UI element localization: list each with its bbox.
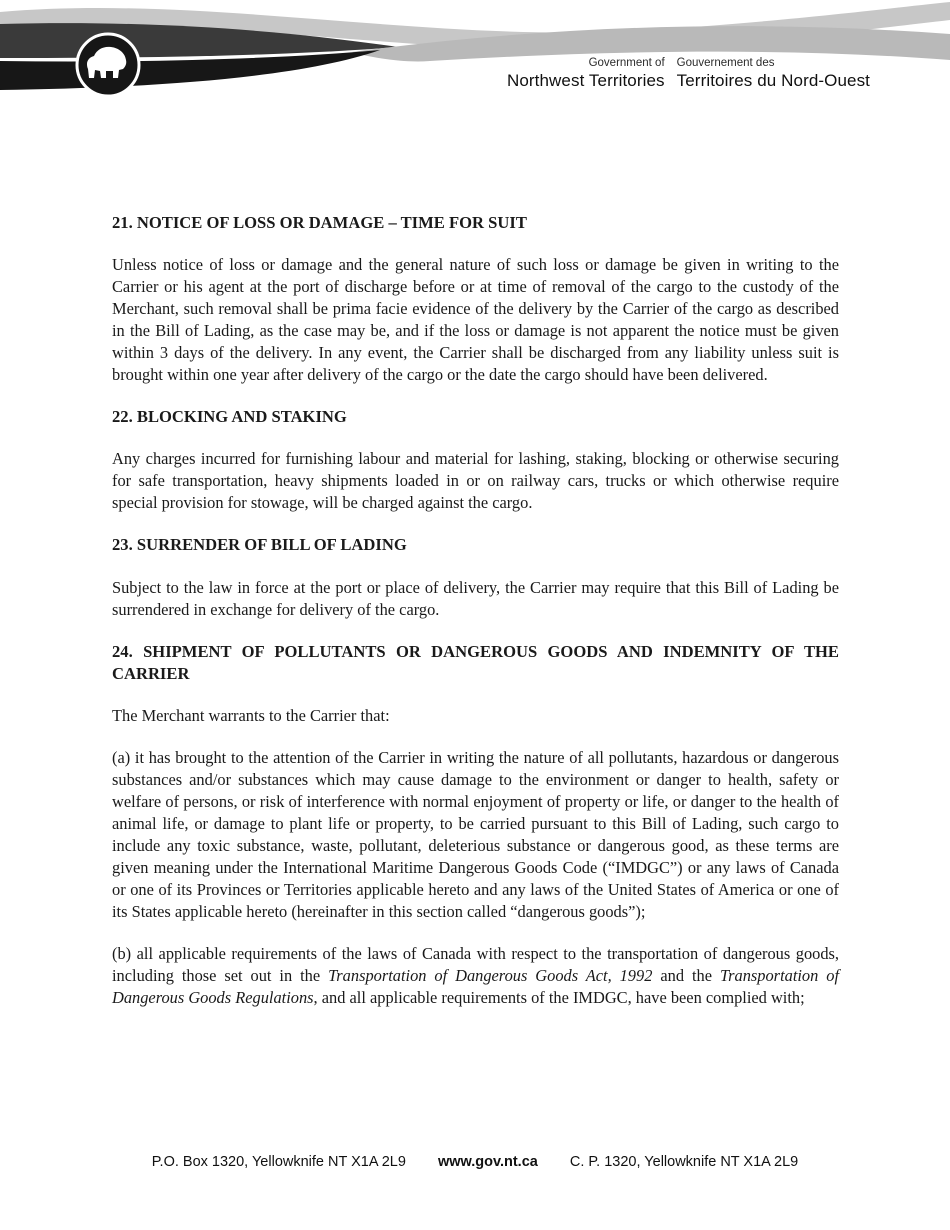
section-24-heading: 24. SHIPMENT OF POLLUTANTS OR DANGEROUS GOODS AND INDEMNITY OF THE CARRIER [112,641,839,683]
wordmark-en-line2: Northwest Territories [506,71,665,90]
document-header [0,0,950,120]
wordmark-en-line1: Government of [588,57,665,69]
paragraph-b-segment: and the [652,965,720,985]
section-24-paragraph-a: (a) it has brought to the attention of the Carrier in writing the nature of all pollutants, hazardous or dangerous substances and/or substances which may cause damage to the environment or danger to health, safety or welfare of persons, or risk of interference with normal enjoyment of property or life, or danger to the health of animal life, or damage to plant life or property, to be carried pursuant to this Bill of Lading, such cargo to include any toxic substance, waste, pollutant, deleterious substance or dangerous good, as these terms are given meaning under the International Maritime Dangerous Goods Code (“IMDGC”) or any laws of Canada or one of its Provinces or Territories applicable hereto and any laws of the United States of America or one of its States applicable hereto (hereinafter in this section called “dangerous goods”); [112,747,839,921]
wordmark-fr-line2: Territoires du Nord-Ouest [676,71,870,90]
footer-mailing-address-fr: C. P. 1320, Yellowknife NT X1A 2L9 [569,1154,799,1170]
section-22-paragraph: Any charges incurred for furnishing labour and material for lashing, staking, blocking or otherwise securing for safe transportation, heavy shipments loaded in or on railway cars, trucks or which otherwise require special provision for stowage, will be charged against the cargo. [112,449,839,513]
document-footer [0,1154,950,1170]
government-wordmark [507,57,870,91]
paragraph-b-segment: (b) all applicable requirements of the laws of Canada with respect to the transportation of dangerous goods, including those set out in the [112,943,839,985]
section-23-paragraph: Subject to the law in force at the port or place of delivery, the Carrier may require that this Bill of Lading be surrendered in exchange for delivery of the cargo. [112,577,839,619]
section-24-intro-paragraph: The Merchant warrants to the Carrier that: [112,706,390,725]
wordmark-french [677,57,870,91]
section-24-paragraph-b [112,943,839,1009]
section-22-heading: 22. BLOCKING AND STAKING [112,407,347,427]
section-23-heading: 23. SURRENDER OF BILL OF LADING [112,535,407,555]
section-21-heading: 21. NOTICE OF LOSS OR DAMAGE – TIME FOR SUIT [112,213,527,232]
nwt-polar-bear-logo [77,34,139,96]
paragraph-b-regulations-title: Transportation of Dangerous Goods Regulations [112,965,840,1007]
wordmark-fr-line1: Gouvernement des [676,57,775,69]
paragraph-b-act-title: Transportation of Dangerous Goods Act, 1992 [328,965,653,985]
section-21-paragraph: Unless notice of loss or damage and the general nature of such loss or damage be given in writing to the Carrier or his agent at the port of discharge before or at time of removal of the cargo to the custody of the Merchant, such removal shall be prima facie evidence of the delivery by the Carrier of the cargo as described in the Bill of Lading, as the case may be, and if the loss or damage is not apparent the notice must be given within 3 days of the delivery. In any event, the Carrier shall be discharged from any liability unless suit is brought within one year after delivery of the cargo or the date the cargo should have been delivered. [112,255,839,385]
paragraph-b-segment: , and all applicable requirements of the IMDGC, have been complied with; [313,987,805,1007]
wordmark-english [507,57,665,91]
footer-website-url: www.gov.nt.ca [437,1154,538,1170]
footer-mailing-address-en: P.O. Box 1320, Yellowknife NT X1A 2L9 [151,1154,406,1170]
document-body [112,212,839,1029]
